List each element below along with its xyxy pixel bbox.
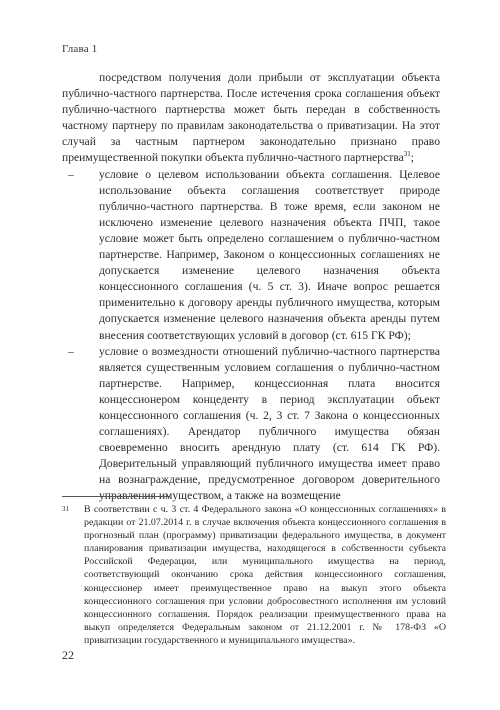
page-number: 22 (62, 648, 74, 662)
list-dash-marker: – (68, 167, 74, 181)
intro-paragraph (62, 70, 440, 167)
list-item (62, 167, 440, 344)
body-text (62, 70, 440, 505)
intro-paragraph-tail: ; (410, 151, 415, 165)
list-item (62, 344, 440, 505)
list-dash-marker: – (68, 344, 74, 358)
footnote-separator (62, 496, 170, 497)
footnote (62, 503, 446, 647)
intro-paragraph-text: посредством получения доли прибыли от эксплуатации объекта публично-частного партнерства. После истечения срока соглашения объект публично-частного партнерства может быть передан в собственность частному партнеру по правилам законодательства о приватизации. На этот случай за частным партнером законодательно признано право преимущественной покупки объекта публично-частного партнерства (62, 71, 440, 165)
footnote-text: В соответствии с ч. 3 ст. 4 Федерального закона «О концессионных соглашениях» в редакции от 21.07.2014 г. в случае включения объекта концессионного соглашения в прогнозный план (программу) приватизации федерального имущества, в документ планирования приватизации имущества, находящегося в собственности субъекта Российской Федерации, или муниципального имущества на период, соответствующий окончанию срока действия концессионного соглашения, концессионер имеет преимущественное право на выкуп этого объекта концессионного соглашения при условии добросовестного исполнения им условий концессионного соглашения. Порядок реализации преимущественного права на выкуп определяется Федеральным законом от 21.12.2001 г. № 178-ФЗ «О приватизации государственного и муниципального имущества». (84, 504, 446, 646)
list-item-text: условие о возмездности отношений публично-частного партнерства является существенным условием соглашения о публично-частном партнерстве. Например, концессионная плата вносится концессионером концеденту в период эксплуатации объект концессионного соглашения (ч. 2, 3 ст. 7 Закона о концессионных соглашениях). Арендатор публичного имущества обязан своевременно вносить арендную плату (ст. 614 ГК РФ). Доверительный управляющий публичного имущества имеет право на вознаграждение, предусмотренное договором доверительного управления имуществом, а также на возмещение (99, 344, 440, 503)
running-head: Глава 1 (62, 43, 98, 55)
footnote-number: 31 (62, 505, 69, 513)
footnote-reference[interactable]: 31 (403, 150, 411, 159)
list-item-text: условие о целевом использовании объекта соглашения. Целевое использование объекта соглашения соответствует природе публично-частного партнерства. В тоже время, если законом не исключено изменение целевого назначения объекта ПЧП, такое условие может быть определено соглашением о публично-частном партнерстве. Например, Законом о концессионных соглашениях не допускается изменение целевого назначения объекта концессионного соглашения (ч. 5 ст. 3). Иначе вопрос решается применительно к договору аренды публичного имущества, которым допускается изменение целевого назначения объекта аренды путем внесения соответствующих условий в договор (ст. 615 ГК РФ); (99, 167, 440, 342)
